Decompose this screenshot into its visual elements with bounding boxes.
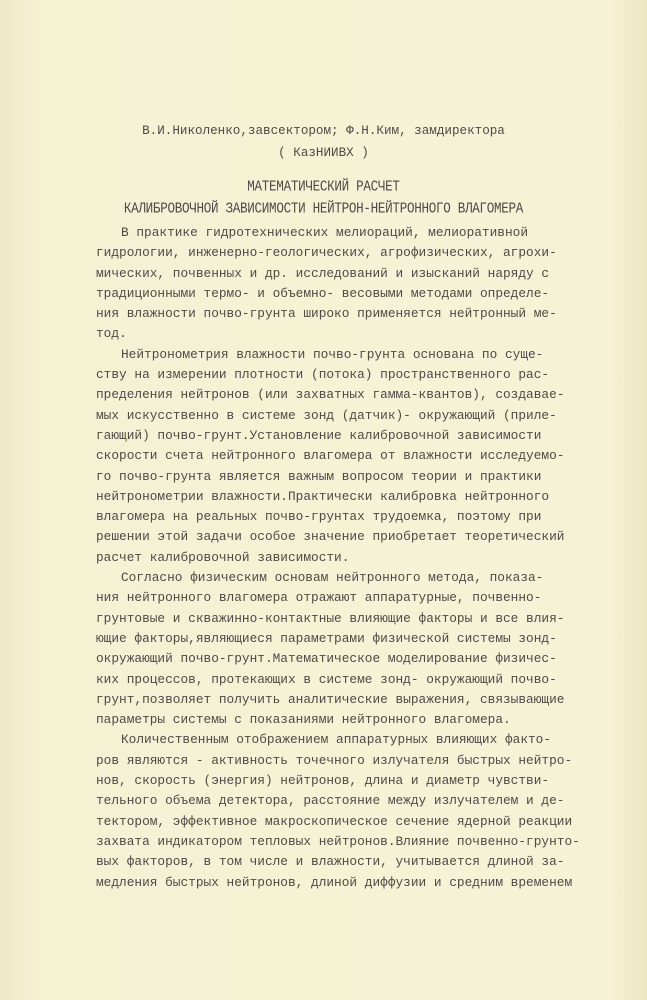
text-line: нов, скорость (энергия) нейтронов, длина и диаметр чувстви- xyxy=(96,773,550,789)
text-line: гающий) почво-грунт.Установление калибровочной зависимости xyxy=(96,427,542,443)
text-line: ству на измерении плотности (потока) пространственного рас- xyxy=(96,367,550,383)
text-line: ких процессов, протекающих в системе зонд- окружающий почво- xyxy=(96,671,557,687)
title-line-1: МАТЕМАТИЧЕСКИЙ РАСЧЕТ xyxy=(247,178,400,196)
text-line: вых факторов, в том числе и влажности, учитывается длиной за- xyxy=(96,854,565,870)
text-line: Количественным отображением аппаратурных влияющих факто- xyxy=(121,732,552,748)
text-line: пределения нейтронов (или захватных гамма-квантов), создавае- xyxy=(96,387,565,403)
text-line: влагомера на реальных почво-грунтах трудоемка, поэтому при xyxy=(96,509,542,525)
text-line: скорости счета нейтронного влагомера от влажности исследуемо- xyxy=(96,448,565,464)
text-line: грунтовые и скважинно-контактные влияющие факторы и все влия- xyxy=(96,610,565,626)
text-line: ния нейтронного влагомера отражают аппаратурные, почвенно- xyxy=(96,590,542,606)
institution-line: ( КазНИИВХ ) xyxy=(278,146,369,160)
text-line: расчет калибровочной зависимости. xyxy=(96,549,350,565)
text-line: тод. xyxy=(96,326,127,342)
text-line: параметры системы с показаниями нейтронного влагомера. xyxy=(96,712,511,728)
text-line: решении этой задачи особое значение приобретает теоретический xyxy=(96,529,565,545)
body-text xyxy=(96,223,580,893)
text-line: мых искусственно в системе зонд (датчик)- окружающий (приле- xyxy=(96,407,557,423)
text-line: ния влажности почво-грунта широко применяется нейтронный ме- xyxy=(96,306,557,322)
text-line: нейтронометрии влажности.Практически калибровка нейтронного xyxy=(96,488,550,504)
text-line: тектором, эффективное макроскопическое сечение ядерной реакции xyxy=(96,813,573,829)
authors-line: В.И.Николенко,завсектором; Ф.Н.Ким, замдиректора xyxy=(142,124,505,138)
text-line: В практике гидротехнических мелиораций, мелиоративной xyxy=(121,225,529,240)
text-line: тельного объема детектора, расстояние между излучателем и де- xyxy=(96,793,565,809)
text-line: окружающий почво-грунт.Математическое моделирование физичес- xyxy=(96,651,557,667)
text-line: го почво-грунта является важным вопросом теории и практики xyxy=(96,468,542,484)
text-line: Согласно физическим основам нейтронного метода, показа- xyxy=(121,570,544,586)
text-line: традиционными термо- и объемно- весовыми методами определе- xyxy=(96,285,550,301)
text-line: захвата индикатором тепловых нейтронов.Влияние почвенно-грунто- xyxy=(96,833,580,849)
text-line: грунт,позволяет получить аналитические выражения, связывающие xyxy=(96,691,565,707)
text-line: гидрологии, инженерно-геологических, агрофизических, агрохи- xyxy=(96,245,557,261)
title-line-2: КАЛИБРОВОЧНОЙ ЗАВИСИМОСТИ НЕЙТРОН-НЕЙТРОННОГО ВЛАГОМЕРА xyxy=(123,200,524,218)
text-line: мических, почвенных и др. исследований и изысканий наряду с xyxy=(96,265,550,281)
text-line: ющие факторы,являющиеся параметрами физической системы зонд- xyxy=(96,630,557,646)
text-line: медления быстрых нейтронов, длиной диффузии и средним временем xyxy=(96,874,573,890)
text-line: ров являются - активность точечного излучателя быстрых нейтро- xyxy=(96,752,573,768)
text-line: Нейтронометрия влажности почво-грунта основана по суще- xyxy=(121,346,544,362)
